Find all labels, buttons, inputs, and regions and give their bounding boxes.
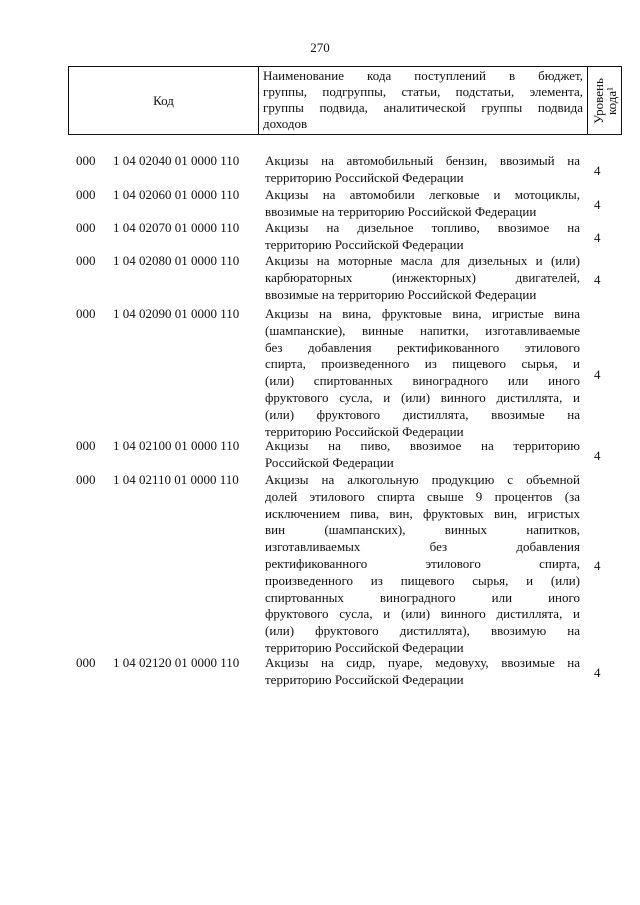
row-budget-code: 1 04 02090 01 0000 110: [113, 306, 240, 321]
header-name-line: группы подвида, аналитической группы подвида: [263, 100, 583, 115]
row-name-line: территорию Российской Федерации: [265, 236, 464, 252]
header-name-line: доходов: [263, 116, 308, 131]
row-budget-code: 1 04 02100 01 0000 110: [113, 438, 240, 453]
row-budget-code: 1 04 02110 01 0000 110: [113, 472, 239, 487]
row-name-line: спирта, произведенного из пищевого сырья, и: [265, 356, 580, 372]
row-name-line: Акцизы на автомобильный бензин, ввозимый на: [265, 153, 580, 168]
table-header: [68, 66, 622, 135]
row-name-line: Российской Федерации: [265, 454, 394, 470]
header-level-line: кода¹: [603, 86, 619, 115]
row-name-line: Акцизы на пиво, ввозимое на территорию: [265, 438, 580, 453]
row-name-line: без добавления ректификованного этилового: [265, 339, 580, 355]
header-code: Код: [69, 67, 259, 135]
row-level: 4: [594, 271, 601, 287]
row-name: [265, 253, 580, 303]
row-name-line: Акцизы на вина, фруктовые вина, игристые вина: [265, 306, 580, 321]
row-name-line: Акцизы на моторные масла для дизельных и (или): [265, 253, 580, 268]
row-name-line: долей этилового спирта свыше 9 процентов (за: [265, 488, 580, 504]
row-group-code: 000: [76, 306, 96, 321]
row-group-code: 000: [76, 187, 96, 202]
row-name-line: территорию Российской Федерации: [265, 639, 464, 655]
row-name-line: Акцизы на автомобили легковые и мотоциклы,: [265, 187, 580, 202]
row-name: [265, 655, 580, 689]
row-level: 4: [594, 197, 601, 213]
row-name-line: карбюраторных (инжекторных) двигателей,: [265, 269, 580, 285]
header-level-text: [592, 78, 618, 124]
header-name-line: Наименование кода поступлений в бюджет,: [263, 68, 583, 83]
row-name-line: ректификованного этилового спирта,: [265, 555, 580, 571]
row-name-line: Акцизы на сидр, пуаре, медовуху, ввозимые на: [265, 655, 580, 670]
header-name: [259, 67, 588, 135]
row-name-line: (или) фруктового дистиллята, ввозимые на: [265, 406, 580, 422]
row-group-code: 000: [76, 438, 96, 453]
row-level: 4: [594, 163, 601, 179]
header-name-line: группы, подгруппы, статьи, подстатьи, элемента,: [263, 84, 583, 99]
row-name-line: спиртованных виноградного или иного: [265, 589, 580, 605]
page-number: 270: [310, 40, 330, 55]
row-group-code: 000: [76, 220, 96, 235]
row-name-line: фруктового сусла, и (или) винного дистиллята, и: [265, 606, 580, 622]
row-name-line: ввозимые на территорию Российской Федерации: [265, 203, 537, 219]
row-budget-code: 1 04 02080 01 0000 110: [113, 253, 240, 268]
row-name: [265, 438, 580, 472]
row-group-code: 000: [76, 153, 96, 168]
row-budget-code: 1 04 02040 01 0000 110: [113, 153, 240, 168]
row-name: [265, 220, 580, 254]
row-name-line: территорию Российской Федерации: [265, 423, 464, 439]
row-name: [265, 187, 580, 221]
row-name: [265, 472, 580, 657]
row-level: 4: [594, 665, 601, 681]
row-group-code: 000: [76, 253, 96, 268]
row-name-line: изготавливаемых без добавления: [265, 539, 580, 555]
row-name-line: территорию Российской Федерации: [265, 671, 464, 687]
row-name-line: Акцизы на дизельное топливо, ввозимое на: [265, 220, 580, 235]
row-name-line: территорию Российской Федерации: [265, 169, 464, 185]
row-budget-code: 1 04 02120 01 0000 110: [113, 655, 240, 670]
row-name-line: (или) спиртованных виноградного или иного: [265, 373, 580, 389]
row-name-line: вин (шампанских), винных напитков,: [265, 522, 580, 538]
row-budget-code: 1 04 02070 01 0000 110: [113, 220, 240, 235]
row-name: [265, 153, 580, 187]
row-name-line: Акцизы на алкогольную продукцию с объемной: [265, 472, 580, 487]
row-budget-code: 1 04 02060 01 0000 110: [113, 187, 240, 202]
row-group-code: 000: [76, 472, 96, 487]
row-level: 4: [594, 448, 601, 464]
row-name-line: (шампанские), винные напитки, изготавливаемые: [265, 322, 580, 338]
header-level-line: Уровень: [590, 77, 606, 124]
row-name: [265, 306, 580, 440]
row-level: 4: [594, 558, 601, 573]
row-name-line: произведенного из пищевого сырья, и (или): [265, 572, 580, 588]
row-name-line: (или) фруктового дистиллята), ввозимую на: [265, 623, 580, 639]
row-name-line: исключением пива, вин, фруктовых вин, игристых: [265, 505, 580, 521]
row-group-code: 000: [76, 655, 96, 670]
header-level: [588, 67, 622, 135]
row-level: 4: [594, 366, 601, 382]
row-level: 4: [594, 230, 601, 246]
row-name-line: фруктового сусла, и (или) винного дистиллята, и: [265, 389, 580, 405]
row-name-line: ввозимые на территорию Российской Федерации: [265, 286, 537, 302]
